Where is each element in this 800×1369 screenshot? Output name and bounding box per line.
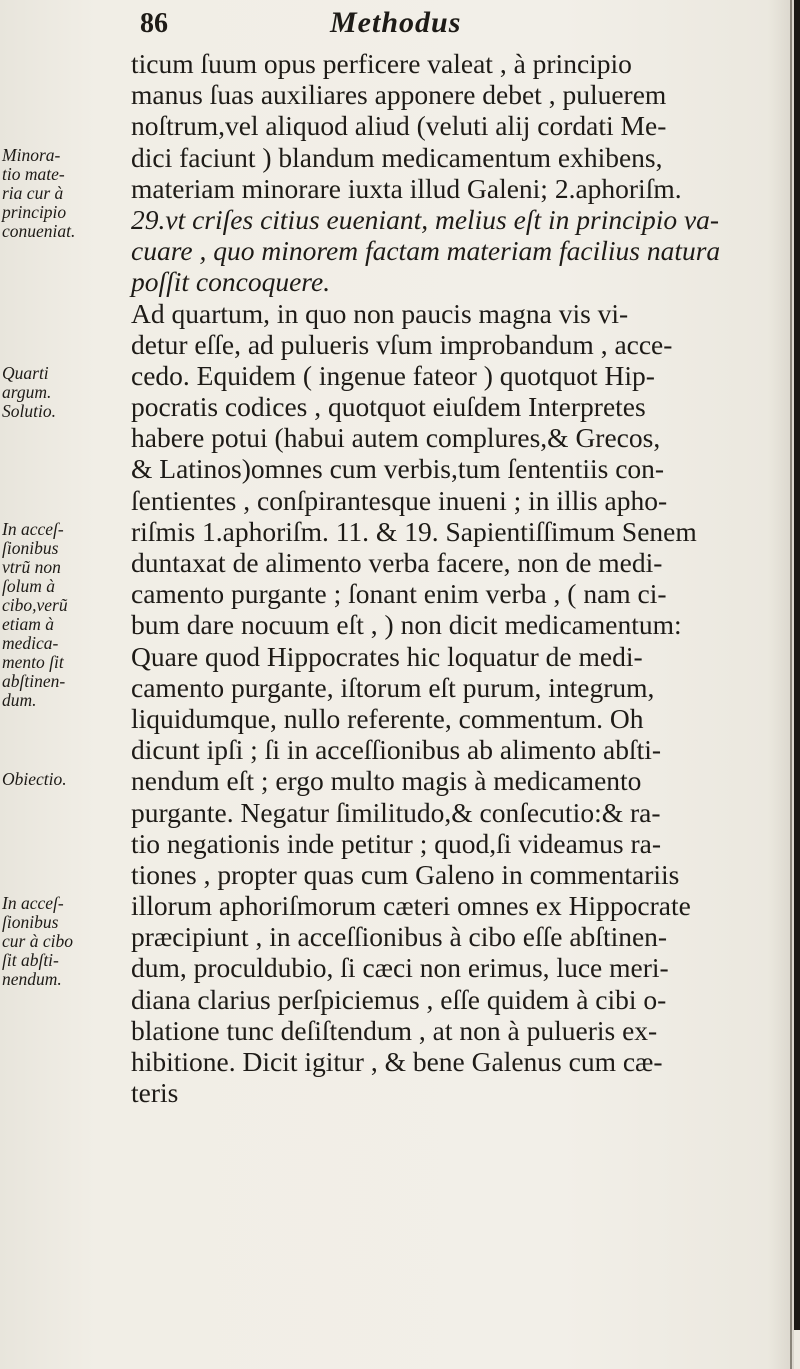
margin-note-line: principio: [2, 201, 67, 222]
text-line: blatione tunc deſiſtendum , at non à pulueris ex-: [131, 1014, 658, 1046]
text-line: diana clarius perſpiciemus , eſſe quidem à cibi o-: [131, 983, 667, 1015]
text-line: tiones , propter quas cum Galeno in commentariis: [131, 858, 680, 890]
margin-note-line: In acceſ-: [2, 519, 64, 539]
text-line: duntaxat de alimento verba facere, non de medi-: [131, 547, 663, 578]
margin-note-line: In acceſ-: [2, 893, 64, 914]
text-line: nendum eſt ; ergo multo magis à medicamento: [131, 765, 642, 797]
text-line: liquidumque, nullo referente, commentum. Oh: [131, 702, 644, 734]
text-line: habere potui (habui autem complures,& Grecos,: [131, 422, 661, 454]
text-line: manus ſuas auxiliares apponere debet , puluerem: [131, 79, 667, 111]
text-line: cuare , quo minorem factam materiam facilius natura: [131, 235, 721, 267]
text-line: bum dare nocuum eſt , ) non dicit medicamentum:: [131, 609, 682, 641]
text-line: detur eſſe, ad pulueris vſum improbandum , acce-: [131, 328, 673, 360]
text-line: hibitione. Dicit igitur , & bene Galenus cum cæ-: [131, 1046, 663, 1077]
text-line: tio negationis inde petitur ; quod,ſi videamus ra-: [131, 827, 662, 859]
margin-note-line: ſionibus: [2, 538, 59, 558]
text-line: camento purgante ; ſonant enim verba , ( nam ci-: [131, 578, 667, 610]
page-header: [0, 6, 800, 46]
page-edge-gap: [794, 1330, 800, 1369]
body-text: [131, 48, 791, 1108]
margin-note-line: etiam à: [2, 614, 55, 634]
text-line: cedo. Equidem ( ingenue fateor ) quotquot Hip-: [131, 359, 655, 391]
margin-note-line: mento ſit: [2, 652, 64, 672]
margin-note-line: ſionibus: [2, 912, 59, 933]
text-line: camento purgante, iſtorum eſt purum, integrum,: [131, 671, 655, 703]
text-line: materiam minorare iuxta illud Galeni; 2.aphoriſm.: [131, 172, 682, 204]
margin-note-line: conueniat.: [2, 220, 76, 241]
margin-note-line: ſit abſti-: [2, 950, 59, 971]
page-edge-line: [790, 0, 792, 1369]
margin-note: [2, 364, 130, 421]
text-line: noſtrum,vel aliquod aliud (veluti alij cordati Me-: [131, 110, 667, 142]
text-line: purgante. Negatur ſimilitudo,& conſecutio:& ra-: [131, 796, 661, 828]
margin-note: [2, 894, 130, 989]
margin-note-line: abſtinen-: [2, 671, 66, 691]
margin-note: [2, 770, 130, 789]
text-line: Ad quartum, in quo non paucis magna vis vi-: [131, 297, 629, 329]
margin-note-line: ſolum à: [2, 576, 55, 596]
text-line: dum, proculdubio, ſi cæci non erimus, luce meri-: [131, 952, 669, 984]
margin-note-line: argum.: [2, 382, 52, 402]
text-line: pocratis codices , quotquot eiuſdem Interpretes: [131, 391, 646, 423]
margin-note-line: cur à cibo: [2, 931, 73, 952]
running-title: Methodus: [330, 6, 462, 39]
text-line: dici faciunt ) blandum medicamentum exhibens,: [131, 141, 663, 173]
margin-note-line: vtrũ non: [2, 557, 61, 577]
margin-note-line: medica-: [2, 633, 59, 653]
text-line: Quare quod Hippocrates hic loquatur de medi-: [131, 640, 643, 672]
text-line: teris: [131, 1077, 179, 1109]
margin-note-line: Quarti: [2, 363, 49, 383]
margin-note: [2, 520, 130, 710]
text-line: dicunt ipſi ; ſi in acceſſionibus ab alimento abſti-: [131, 734, 662, 766]
margin-note-line: dum.: [2, 690, 37, 710]
page-edge-binding: [794, 0, 800, 1369]
text-line: 29.vt criſes citius eueniant, melius eſt in principio va-: [131, 203, 720, 235]
margin-note-line: nendum.: [2, 969, 62, 990]
text-line: riſmis 1.aphoriſm. 11. & 19. Sapientiſſimum Senem: [131, 515, 697, 547]
text-line: & Latinos)omnes cum verbis,tum ſententiis con-: [131, 453, 665, 485]
margin-note-line: Minora-: [2, 144, 61, 165]
margin-note-line: Obiectio.: [2, 768, 67, 789]
margin-note-line: ria cur à: [2, 182, 64, 203]
margin-note-line: Solutio.: [2, 401, 56, 421]
text-line: ticum ſuum opus perficere valeat , à principio: [131, 48, 632, 79]
text-line: poſſit concoquere.: [131, 266, 331, 298]
margin-note: [2, 146, 130, 241]
page-number: 86: [140, 8, 168, 39]
text-line: ſentientes , conſpirantesque inueni ; in illis apho-: [131, 484, 668, 516]
text-line: illorum aphoriſmorum cæteri omnes ex Hippocrate: [131, 890, 691, 922]
margin-note-line: tio mate-: [2, 163, 65, 184]
text-line: præcipiunt , in acceſſionibus à cibo eſſe abſtinen-: [131, 921, 668, 953]
margin-note-line: cibo,verũ: [2, 595, 68, 615]
